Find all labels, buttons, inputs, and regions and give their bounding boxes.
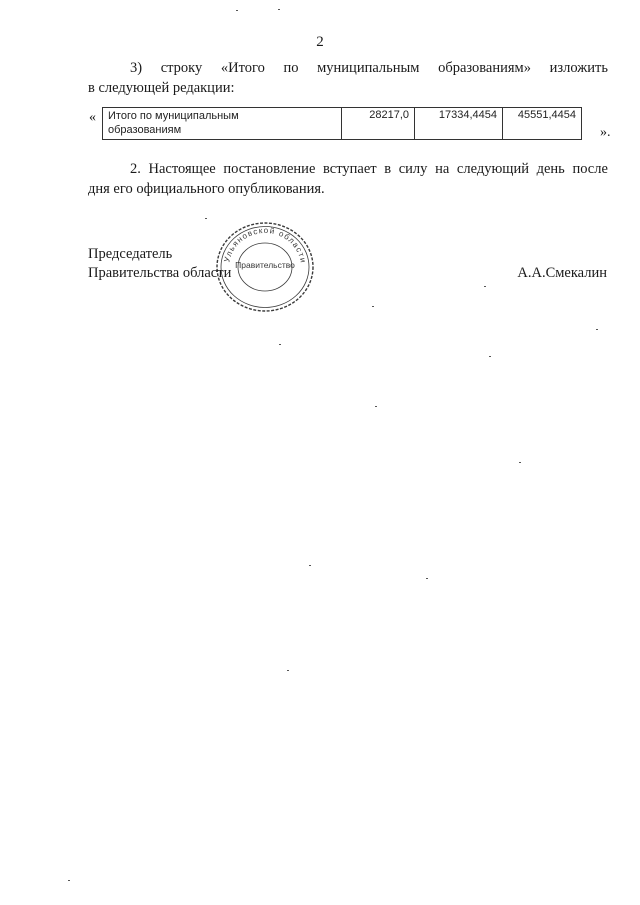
signatory-title-line-2: Правительства области xyxy=(88,265,232,281)
table-row xyxy=(103,108,582,140)
item-3-word: изложить xyxy=(549,60,608,76)
scan-speck xyxy=(236,10,238,11)
item-2-word: вступает xyxy=(323,161,377,177)
item-3-line-1 xyxy=(88,58,608,78)
item-2-word: силу xyxy=(398,161,428,177)
scan-speck xyxy=(519,462,521,463)
open-quote: « xyxy=(89,110,96,125)
value-cell-1: 28217,0 xyxy=(342,108,415,140)
item-3-word: строку xyxy=(160,60,203,76)
item-2-word: Настоящее xyxy=(148,161,216,177)
seal-ring-textpath: Ульяновской области xyxy=(222,225,308,265)
item-3-line-2: в следующей редакции: xyxy=(88,80,235,96)
item-2-word: после xyxy=(572,161,608,177)
totals-table xyxy=(102,107,582,140)
item-3-word: 3) xyxy=(130,60,143,76)
scan-speck xyxy=(68,880,70,881)
scan-speck xyxy=(489,356,491,357)
item-2-word: 2. xyxy=(130,161,141,177)
item-3-word: муниципальным xyxy=(317,60,420,76)
row-name-line-1: Итого по муниципальным xyxy=(108,110,239,122)
scan-speck xyxy=(205,218,207,219)
scan-speck xyxy=(375,406,377,407)
item-3-paragraph xyxy=(88,58,608,98)
scan-speck xyxy=(309,565,311,566)
value-cell-2: 17334,4454 xyxy=(415,108,503,140)
item-2-word: следующий xyxy=(456,161,529,177)
item-2-word: в xyxy=(384,161,392,177)
scan-speck xyxy=(426,578,428,579)
item-3-word: по xyxy=(283,60,299,76)
item-3-word: «Итого xyxy=(220,60,265,76)
scan-speck xyxy=(484,286,486,287)
item-2-word: на xyxy=(435,161,450,177)
seal-center-text: Правительство xyxy=(235,260,295,270)
close-quote: ». xyxy=(600,125,611,140)
item-2-line-1 xyxy=(88,159,608,179)
page-number: 2 xyxy=(316,34,324,50)
scan-speck xyxy=(596,329,598,330)
signatory-title-line-1: Председатель xyxy=(88,246,173,262)
scan-speck xyxy=(278,9,280,10)
item-2-paragraph xyxy=(88,159,608,199)
item-3-word: образованиям» xyxy=(438,60,531,76)
signatory-name: А.А.Смекалин xyxy=(517,265,607,281)
value-cell-3: 45551,4454 xyxy=(503,108,582,140)
item-2-line-2: дня его официального опубликования. xyxy=(88,181,325,197)
row-name-cell xyxy=(103,108,342,140)
scan-speck xyxy=(372,306,374,307)
item-2-word: день xyxy=(536,161,565,177)
scan-speck xyxy=(287,670,289,671)
scan-speck xyxy=(279,344,281,345)
signatory-title xyxy=(88,245,231,283)
row-name-line-2: образованиям xyxy=(108,124,182,136)
replacement-row xyxy=(88,107,618,141)
item-2-word: постановление xyxy=(223,161,316,177)
